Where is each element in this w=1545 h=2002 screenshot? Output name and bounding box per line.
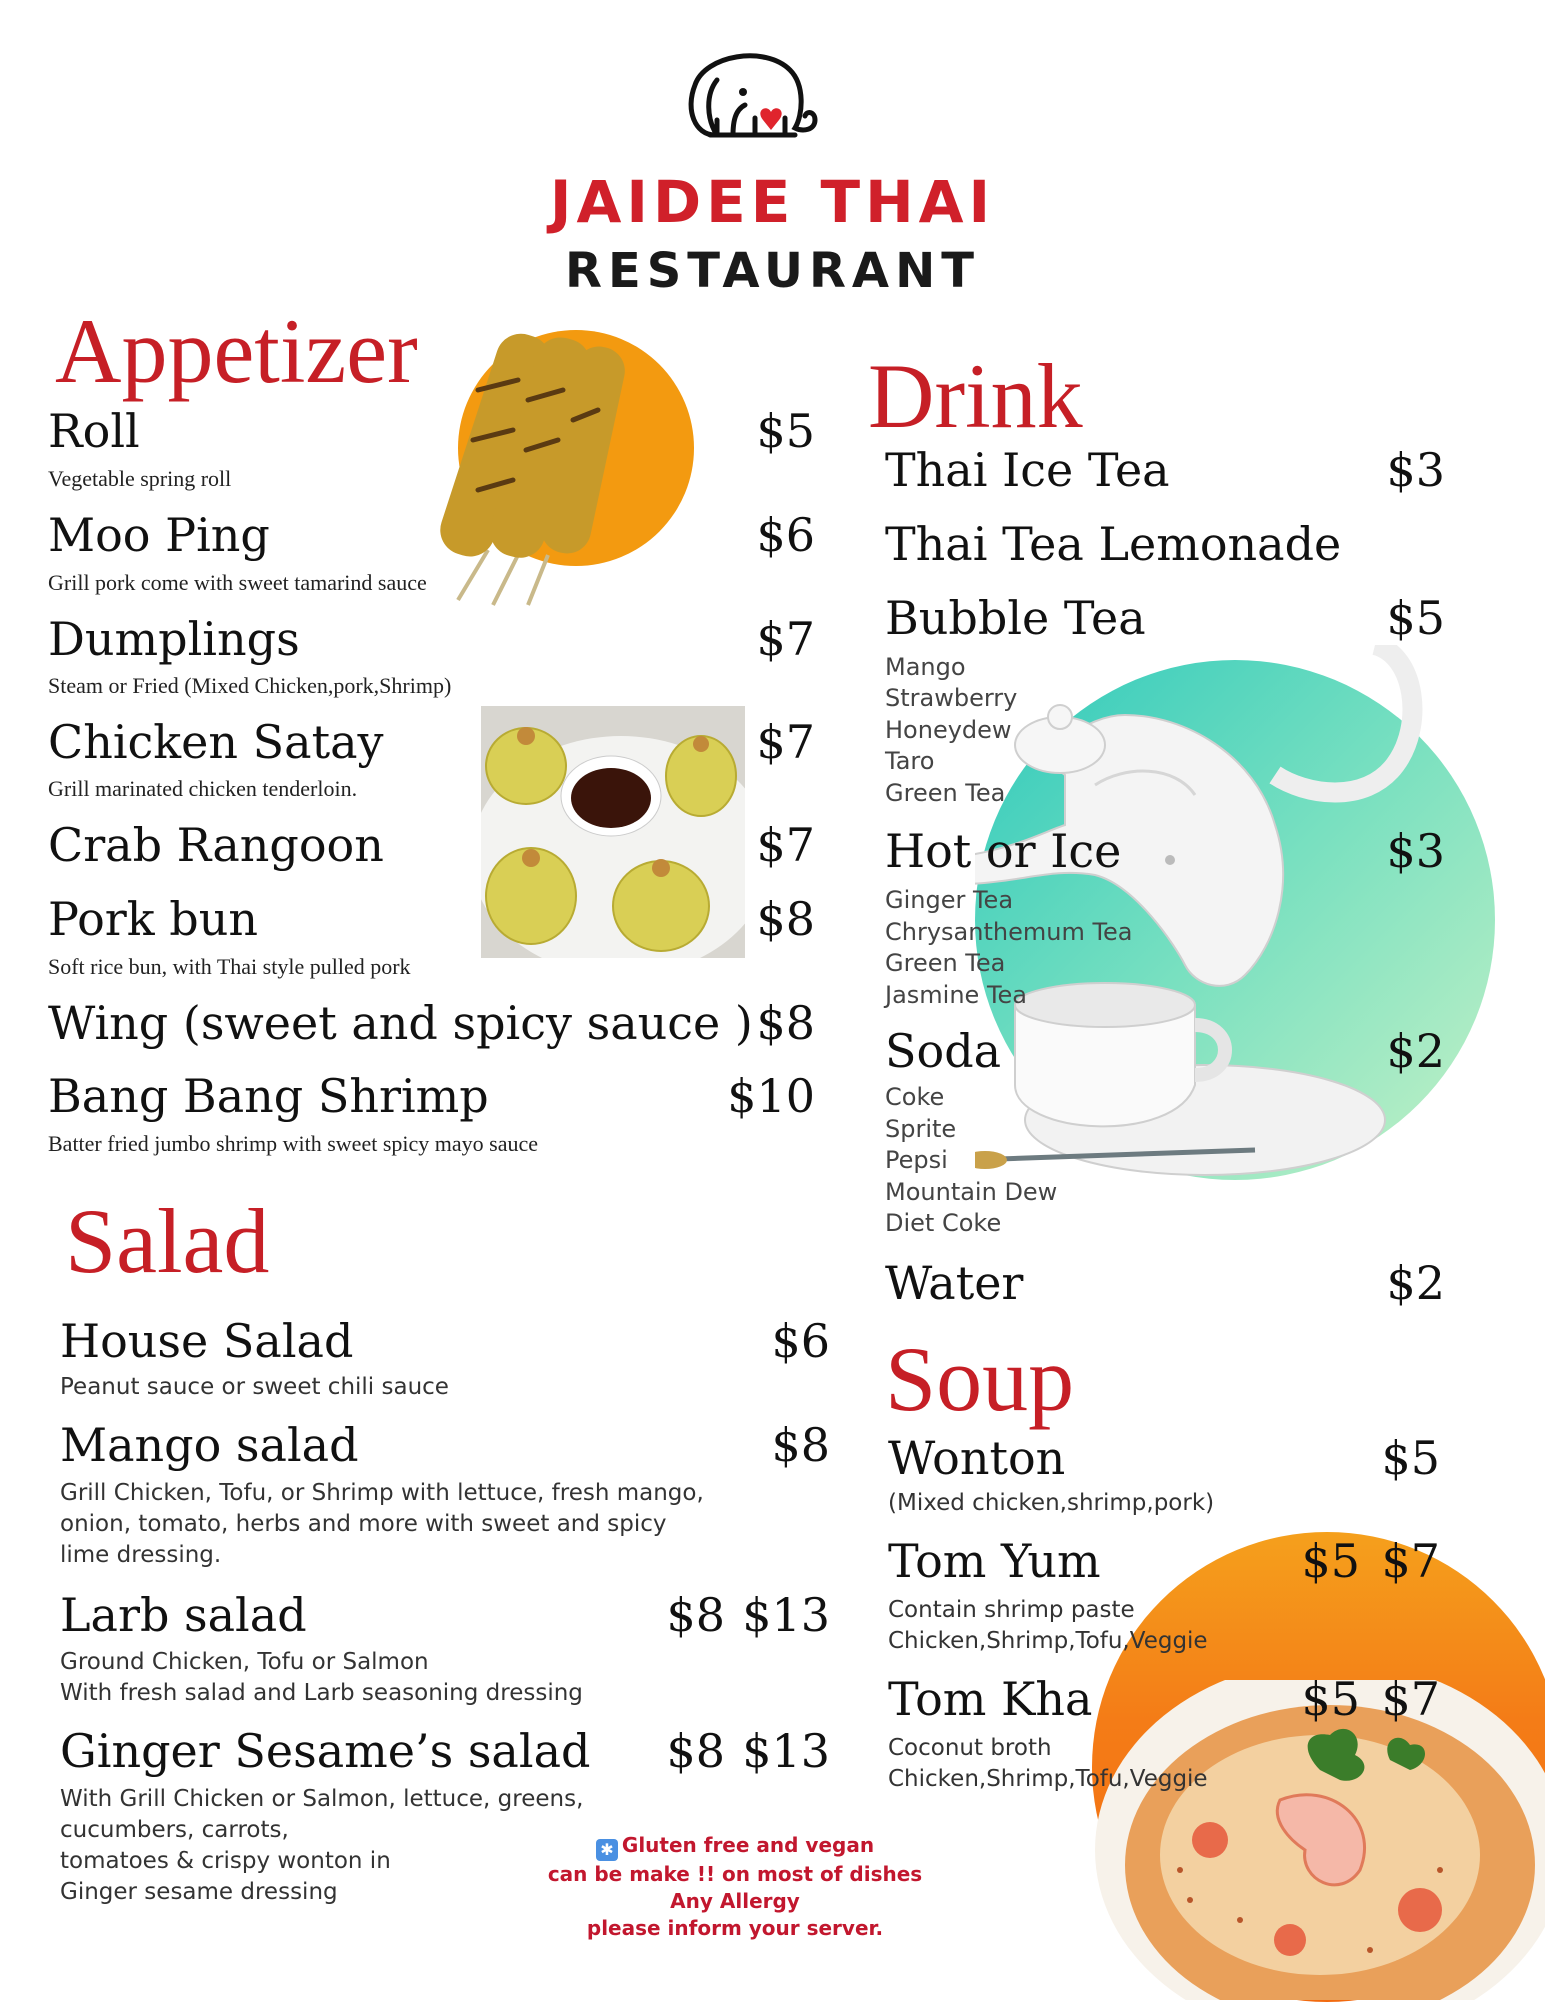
- soup-title: Soup: [885, 1328, 1075, 1430]
- menu-item-price: $8: [756, 892, 815, 946]
- tom-kha-soup-photo: [1090, 1680, 1545, 2000]
- menu-item-description: Chicken,Shrimp,Tofu,Veggie: [888, 1628, 1208, 1654]
- menu-item-name: Roll: [48, 404, 140, 458]
- menu-item-name: Water: [885, 1256, 1024, 1310]
- menu-item-description: Peanut sauce or sweet chili sauce: [60, 1374, 449, 1400]
- menu-item-price: $5: [1301, 1672, 1360, 1726]
- menu-item-description: (Mixed chicken,shrimp,pork): [888, 1490, 1215, 1516]
- menu-item-price: $8: [771, 1418, 830, 1472]
- menu-item-description: Chicken,Shrimp,Tofu,Veggie: [888, 1766, 1208, 1792]
- menu-item-name: Tom Kha: [888, 1672, 1093, 1726]
- menu-item-name: Larb salad: [60, 1588, 307, 1642]
- appetizer-title: Appetizer: [55, 300, 418, 402]
- menu-item-price: $6: [771, 1314, 830, 1368]
- menu-item-name: Crab Rangoon: [48, 818, 384, 872]
- menu-item-price: $2: [1386, 1024, 1445, 1078]
- menu-item-name: Dumplings: [48, 612, 300, 666]
- menu-item-price: $10: [727, 1069, 815, 1123]
- menu-item-price: $3: [1386, 824, 1445, 878]
- drink-option: Ginger Tea: [885, 886, 1014, 914]
- menu-item-description: Grill marinated chicken tenderloin.: [48, 776, 358, 801]
- menu-item-price: $6: [756, 508, 815, 562]
- menu-item-description: Contain shrimp paste: [888, 1597, 1135, 1623]
- menu-item-name: Thai Tea Lemonade: [885, 517, 1342, 571]
- notice-text: Gluten free and vegan: [621, 1833, 875, 1857]
- menu-item-description: tomatoes & crispy wonton in: [60, 1848, 391, 1874]
- menu-item-price: $3: [1386, 443, 1445, 497]
- menu-item-name: Wonton: [888, 1431, 1066, 1485]
- menu-item-price-large: $7: [1381, 1672, 1440, 1726]
- drink-option: Taro: [885, 747, 935, 775]
- drink-option: Sprite: [885, 1115, 957, 1143]
- menu-item-price: $5: [1301, 1534, 1360, 1588]
- menu-item-price: $7: [756, 612, 815, 666]
- drink-option: Chrysanthemum Tea: [885, 918, 1133, 946]
- menu-item-description: With fresh salad and Larb seasoning dressing: [60, 1680, 583, 1706]
- menu-item-price: $7: [756, 715, 815, 769]
- menu-item-name: Thai Ice Tea: [885, 443, 1170, 497]
- menu-item-description: cucumbers, carrots,: [60, 1817, 289, 1843]
- menu-item-name: Moo Ping: [48, 508, 270, 562]
- menu-item-price: $5: [1381, 1431, 1440, 1485]
- drink-option: Mountain Dew: [885, 1178, 1058, 1206]
- menu-item-price: $5: [1386, 591, 1445, 645]
- menu-item-name: Bang Bang Shrimp: [48, 1069, 489, 1123]
- menu-item-name: Pork bun: [48, 892, 258, 946]
- menu-item-name: Wing (sweet and spicy sauce ): [48, 996, 753, 1050]
- menu-item-description: onion, tomato, herbs and more with sweet and spicy: [60, 1511, 667, 1537]
- asterisk-icon: ✱: [596, 1839, 618, 1861]
- notice-line: [520, 1832, 950, 1861]
- menu-item-description: Grill Chicken, Tofu, or Shrimp with lettuce, fresh mango,: [60, 1480, 704, 1506]
- drink-option: Coke: [885, 1083, 945, 1111]
- menu-item-price: $7: [756, 818, 815, 872]
- menu-item-price-large: $7: [1381, 1534, 1440, 1588]
- notice-line: please inform your server.: [586, 1916, 884, 1940]
- drink-title: Drink: [868, 345, 1083, 447]
- brand-name: JAIDEE THAI: [549, 168, 996, 236]
- menu-item-price-large: $13: [742, 1724, 830, 1778]
- menu-item-price: $8: [756, 996, 815, 1050]
- drink-option: Mango: [885, 653, 966, 681]
- menu-item-description: Vegetable spring roll: [48, 466, 232, 491]
- menu-item-name: House Salad: [60, 1314, 354, 1368]
- notice-line: can be make !! on most of dishes: [547, 1862, 923, 1886]
- menu-item-description: Batter fried jumbo shrimp with sweet spicy mayo sauce: [48, 1131, 538, 1156]
- menu-item-price: $8: [666, 1588, 725, 1642]
- menu-item-description: Ginger sesame dressing: [60, 1879, 338, 1905]
- menu-item-description: Ground Chicken, Tofu or Salmon: [60, 1649, 429, 1675]
- allergy-notice: [520, 1832, 950, 1942]
- satay-photo: [458, 330, 694, 566]
- menu-item-name: Mango salad: [60, 1418, 359, 1472]
- menu-item-description: Steam or Fried (Mixed Chicken,pork,Shrimp): [48, 673, 452, 698]
- menu-item-description: Grill pork come with sweet tamarind sauce: [48, 570, 427, 595]
- menu-item-name: Tom Yum: [888, 1534, 1101, 1588]
- menu-item-description: With Grill Chicken or Salmon, lettuce, greens,: [60, 1786, 584, 1812]
- drink-option: Green Tea: [885, 779, 1006, 807]
- drink-option: Jasmine Tea: [885, 981, 1027, 1009]
- menu-item-name: Ginger Sesame’s salad: [60, 1724, 591, 1778]
- menu-item-name: Soda: [885, 1024, 1002, 1078]
- brand-subtitle: RESTAURANT: [564, 243, 980, 299]
- drink-option: Honeydew: [885, 716, 1012, 744]
- menu-item-name: Chicken Satay: [48, 715, 384, 769]
- menu-item-price: $2: [1386, 1256, 1445, 1310]
- notice-line: Any Allergy: [670, 1889, 800, 1913]
- drink-option: Diet Coke: [885, 1209, 1002, 1237]
- drink-option: Green Tea: [885, 949, 1006, 977]
- menu-item-description: Coconut broth: [888, 1735, 1052, 1761]
- salad-title: Salad: [65, 1190, 270, 1292]
- menu-item-description: Soft rice bun, with Thai style pulled pork: [48, 954, 411, 979]
- menu-item-price-large: $13: [742, 1588, 830, 1642]
- drink-option: Strawberry: [885, 684, 1018, 712]
- satay-skewers-icon: [398, 310, 658, 610]
- menu-item-price: $8: [666, 1724, 725, 1778]
- drink-option: Pepsi: [885, 1146, 948, 1174]
- menu-item-name: Hot or Ice: [885, 824, 1122, 878]
- menu-item-price: $5: [756, 404, 815, 458]
- menu-item-name: Bubble Tea: [885, 591, 1146, 645]
- elephant-logo-icon: [655, 40, 855, 160]
- menu-item-description: lime dressing.: [60, 1542, 222, 1568]
